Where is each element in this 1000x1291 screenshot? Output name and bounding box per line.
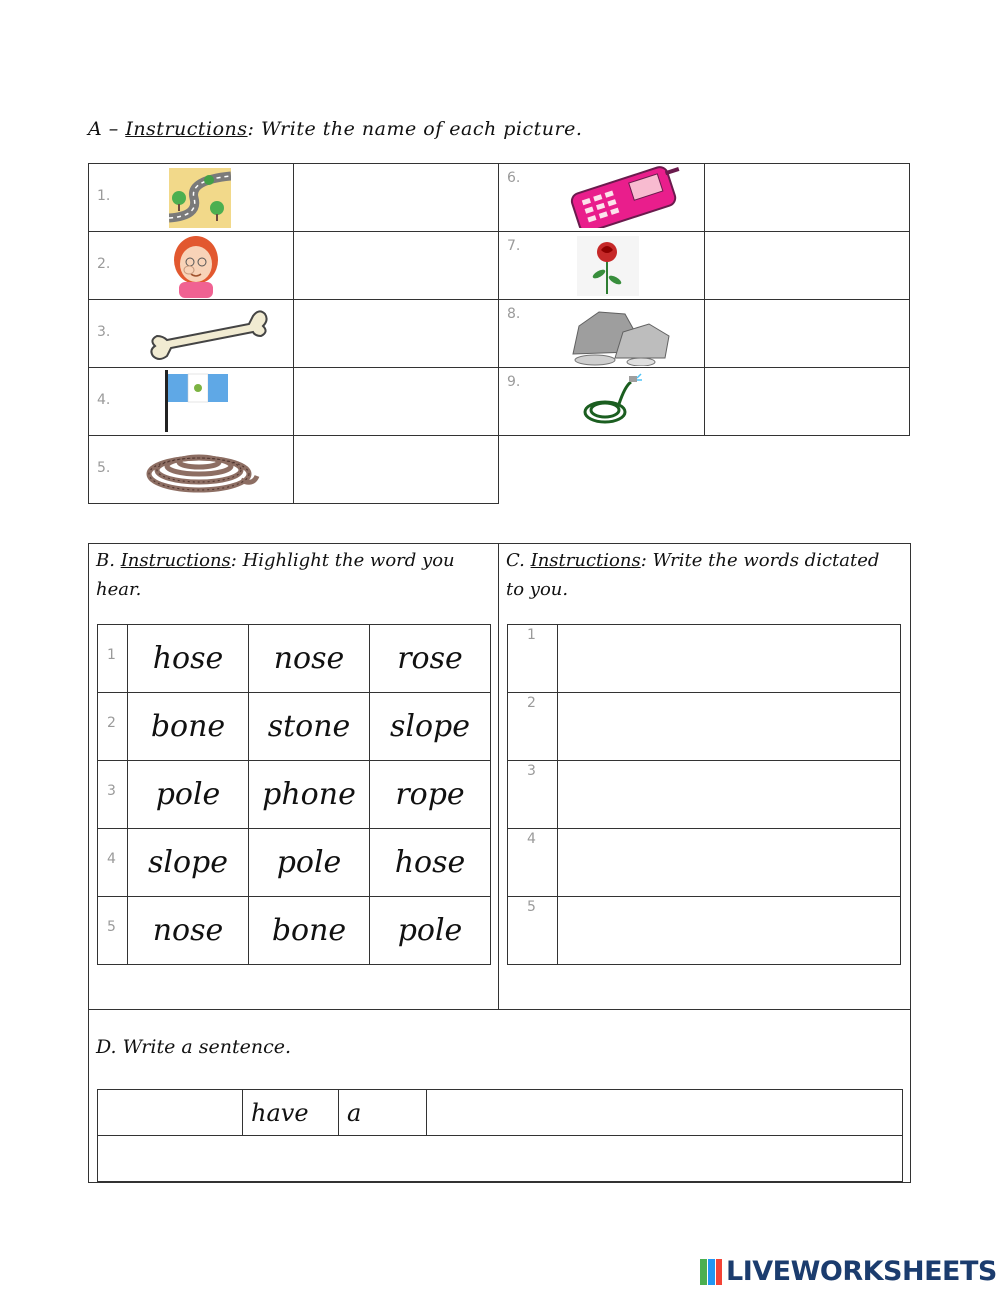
- table-row: 4: [508, 829, 901, 897]
- table-row: [98, 1136, 903, 1182]
- answer-input-1[interactable]: [294, 164, 499, 232]
- picture-table-right: [498, 163, 910, 436]
- picture-row: [499, 300, 910, 368]
- rope-icon: [145, 444, 263, 496]
- picture-cell: 5.: [89, 436, 294, 504]
- picture-cell: 3.: [89, 300, 294, 368]
- stone-icon: [565, 302, 675, 366]
- word-option[interactable]: bone: [128, 693, 249, 761]
- dictation-input-5[interactable]: [558, 897, 901, 965]
- table-row: 2 bone stone slope: [98, 693, 491, 761]
- section-d-title: D. Write a sentence.: [96, 1036, 292, 1058]
- answer-input-4[interactable]: [294, 368, 499, 436]
- table-row: 1: [508, 625, 901, 693]
- sentence-input-full[interactable]: [98, 1136, 903, 1182]
- picture-row: [89, 436, 499, 504]
- hose-icon: [579, 372, 643, 432]
- section-divider: [498, 543, 499, 1009]
- picture-table-left: [88, 163, 499, 504]
- bone-icon: [149, 306, 269, 362]
- word-option[interactable]: rose: [370, 625, 491, 693]
- highlight-word-table: [97, 624, 491, 965]
- word-option[interactable]: pole: [249, 829, 370, 897]
- answer-input-8[interactable]: [705, 300, 910, 368]
- answer-input-3[interactable]: [294, 300, 499, 368]
- sentence-word-a: a: [339, 1090, 427, 1136]
- word-option[interactable]: phone: [249, 761, 370, 829]
- word-option[interactable]: nose: [128, 897, 249, 965]
- picture-cell: 9.: [499, 368, 705, 436]
- answer-input-5[interactable]: [294, 436, 499, 504]
- sentence-table: [97, 1089, 903, 1182]
- liveworksheets-logo: LIVEWORKSHEETS: [726, 1256, 997, 1287]
- sentence-input-end[interactable]: [427, 1090, 903, 1136]
- word-option[interactable]: slope: [370, 693, 491, 761]
- picture-cell: 4.: [89, 368, 294, 436]
- word-option[interactable]: hose: [370, 829, 491, 897]
- liveworksheets-logo-icon: [700, 1259, 722, 1285]
- section-a-title: A – Instructions: Write the name of each picture.: [88, 118, 583, 140]
- table-row: 5: [508, 897, 901, 965]
- picture-row: [499, 232, 910, 300]
- answer-input-2[interactable]: [294, 232, 499, 300]
- table-row: 2: [508, 693, 901, 761]
- word-option[interactable]: bone: [249, 897, 370, 965]
- word-option[interactable]: nose: [249, 625, 370, 693]
- dictation-input-4[interactable]: [558, 829, 901, 897]
- word-option[interactable]: slope: [128, 829, 249, 897]
- picture-row: [89, 368, 499, 436]
- answer-input-7[interactable]: [705, 232, 910, 300]
- dictation-table: [507, 624, 901, 965]
- table-row: 1 hose nose rose: [98, 625, 491, 693]
- sentence-word-have: have: [243, 1090, 339, 1136]
- picture-row: [499, 368, 910, 436]
- word-option[interactable]: rope: [370, 761, 491, 829]
- picture-row: [89, 164, 499, 232]
- word-option[interactable]: pole: [128, 761, 249, 829]
- picture-row: [89, 300, 499, 368]
- word-option[interactable]: stone: [249, 693, 370, 761]
- picture-cell: 6.: [499, 164, 705, 232]
- phone-icon: [563, 166, 693, 228]
- word-option[interactable]: hose: [128, 625, 249, 693]
- answer-input-9[interactable]: [705, 368, 910, 436]
- picture-cell: 2.: [89, 232, 294, 300]
- section-b-title: B. Instructions: Highlight the word you hear.: [96, 550, 455, 600]
- table-row: 3 pole phone rope: [98, 761, 491, 829]
- picture-cell: 1.: [89, 164, 294, 232]
- sentence-input-start[interactable]: [98, 1090, 243, 1136]
- picture-row: [499, 164, 910, 232]
- girl-nose-icon: [165, 234, 227, 298]
- picture-cell: 8.: [499, 300, 705, 368]
- picture-cell: 7.: [499, 232, 705, 300]
- table-row: 4 slope pole hose: [98, 829, 491, 897]
- dictation-input-2[interactable]: [558, 693, 901, 761]
- dictation-input-1[interactable]: [558, 625, 901, 693]
- rose-icon: [577, 236, 639, 296]
- table-row: 5 nose bone pole: [98, 897, 491, 965]
- road-icon: [169, 168, 231, 228]
- flag-pole-icon: [161, 370, 233, 432]
- dictation-input-3[interactable]: [558, 761, 901, 829]
- table-row: [98, 1090, 903, 1136]
- answer-input-6[interactable]: [705, 164, 910, 232]
- word-option[interactable]: pole: [370, 897, 491, 965]
- table-row: 3: [508, 761, 901, 829]
- picture-row: [89, 232, 499, 300]
- section-c-title: C. Instructions: Write the words dictated to you.: [506, 550, 880, 600]
